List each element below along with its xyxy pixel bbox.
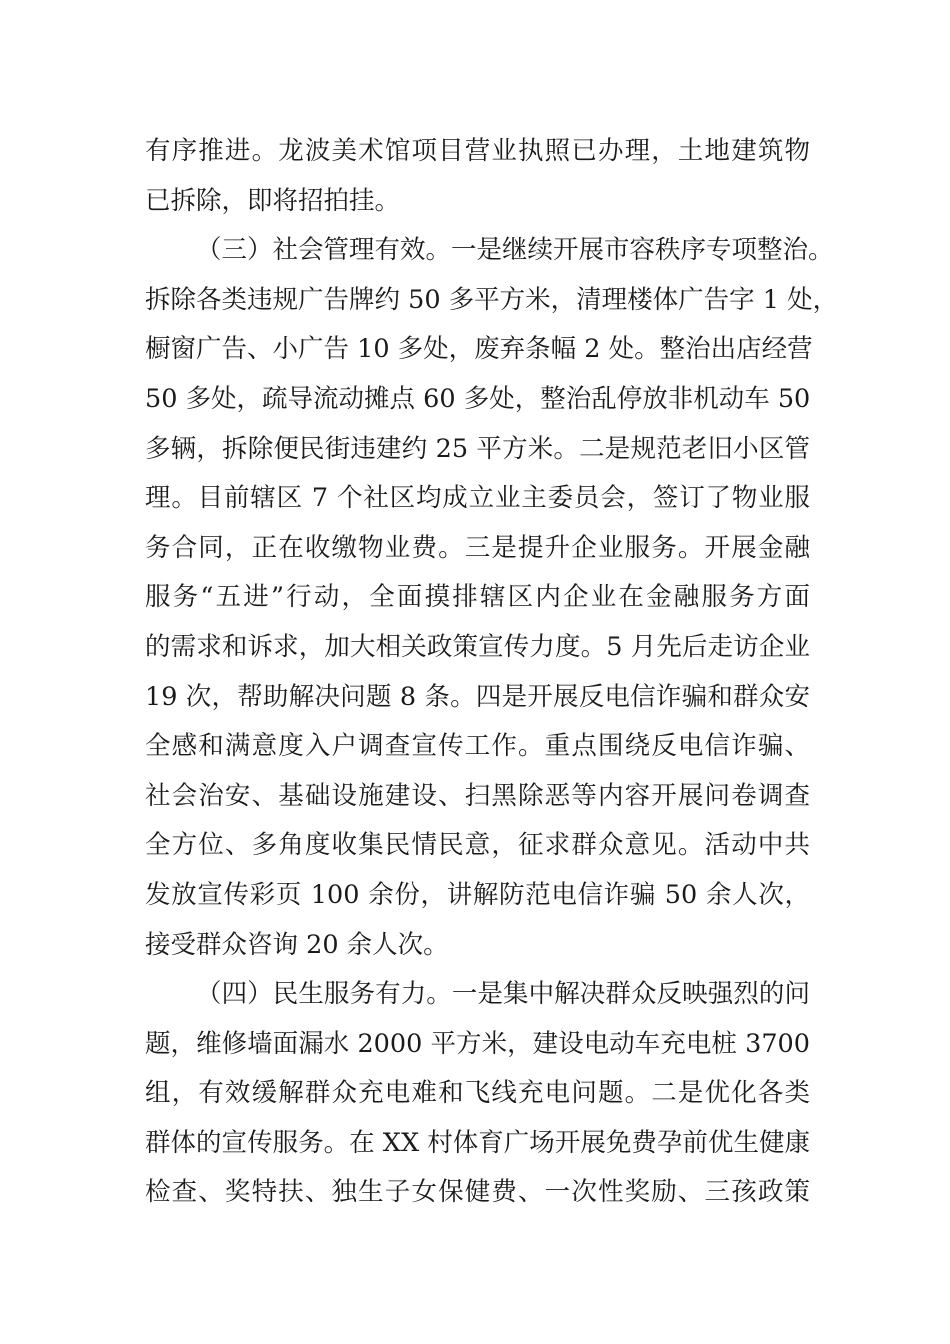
text-line: 拆除各类违规广告牌约 50 多平方米，清理楼体广告字 1 处，: [145, 284, 839, 315]
document-body: [145, 127, 839, 1218]
text-line: 已拆除，即将招拍挂。: [145, 185, 401, 216]
text-line: 的需求和诉求，加大相关政策宣传力度。5 月先后走访企业: [145, 631, 810, 662]
text-line: 橱窗广告、小广告 10 多处，废弃条幅 2 处。整治出店经营: [145, 334, 813, 365]
text-line: 服务“五进”行动，全面摸排辖区内企业在金融服务方面: [145, 582, 810, 613]
text-line: 题，维修墙面漏水 2000 平方米，建设电动车充电桩 3700: [145, 1028, 810, 1059]
text-line: 有序推进。龙波美术馆项目营业执照已办理，土地建筑物: [145, 136, 810, 166]
text-line: 多辆，拆除便民街违建约 25 平方米。二是规范老旧小区管: [145, 433, 810, 464]
text-line: 全感和满意度入户调查宣传工作。重点围绕反电信诈骗、: [145, 731, 810, 762]
text-line: 全方位、多角度收集民情民意，征求群众意见。活动中共: [145, 830, 810, 861]
paragraph-heading-line: （三）社会管理有效。一是继续开展市容秩序专项整治。: [196, 235, 834, 266]
text-line: 检查、奖特扶、独生子女保健费、一次性奖励、三孩政策: [145, 1177, 810, 1208]
text-line: 发放宣传彩页 100 余份，讲解防范电信诈骗 50 余人次，: [145, 879, 810, 910]
text-line: 组，有效缓解群众充电难和飞线充电问题。二是优化各类: [145, 1078, 810, 1109]
text-line: 50 多处，疏导流动摊点 60 多处，整治乱停放非机动车 50: [145, 383, 811, 414]
text-line: 群体的宣传服务。在 XX 村体育广场开展免费孕前优生健康: [145, 1127, 810, 1158]
text-line: 接受群众咨询 20 余人次。: [145, 929, 449, 960]
text-line: 19 次，帮助解决问题 8 条。四是开展反电信诈骗和群众安: [145, 681, 810, 712]
text-line: 社会治安、基础设施建设、扫黑除恶等内容开展问卷调查: [145, 780, 810, 811]
paragraph-heading-line: （四）民生服务有力。一是集中解决群众反映强烈的问: [196, 979, 810, 1010]
text-line: 理。目前辖区 7 个社区均成立业主委员会，签订了物业服: [145, 483, 810, 514]
text-line: 务合同，正在收缴物业费。三是提升企业服务。开展金融: [145, 532, 810, 563]
